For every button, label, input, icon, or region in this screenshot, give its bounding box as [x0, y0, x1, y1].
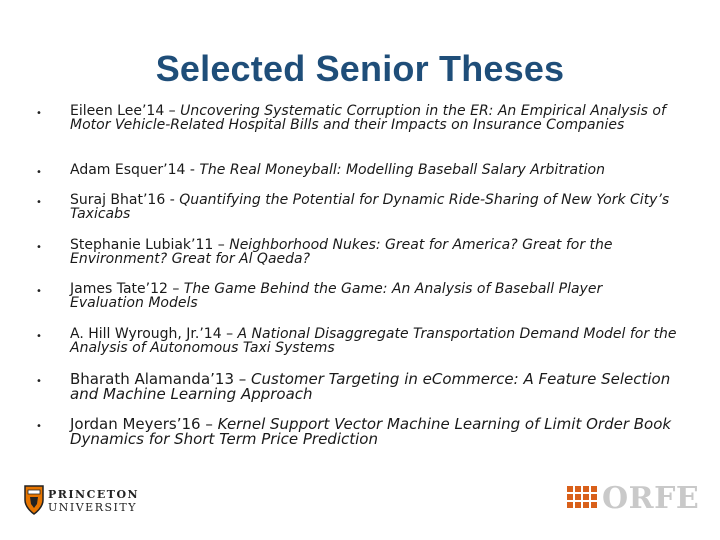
princeton-wordmark-top: PRINCETON: [48, 488, 140, 501]
bullet: •: [36, 242, 42, 253]
thesis-title: The Real Moneyball: Modelling Baseball Salary Arbitration: [199, 162, 605, 178]
princeton-wordmark-bottom: UNIVERSITY: [48, 501, 137, 514]
thesis-entry: [70, 282, 680, 310]
thesis-title: Quantifying the Potential for Dynamic Ride-Sharing of New York City’s Taxicabs: [70, 192, 670, 222]
thesis-title: Kernel Support Vector Machine Learning of Limit Order Book Dynamics for Short Term Price Prediction: [70, 415, 672, 448]
thesis-author: A. Hill Wyrough, Jr.’14 –: [70, 326, 238, 342]
thesis-author: Suraj Bhat’16 -: [70, 192, 180, 208]
bullet: •: [36, 197, 42, 208]
thesis-author: Stephanie Lubiak’11 –: [70, 237, 230, 253]
thesis-entry: [70, 238, 680, 266]
thesis-title: Customer Targeting in eCommerce: A Feature Selection and Machine Learning Approach: [70, 370, 671, 403]
thesis-entry: [70, 163, 680, 177]
thesis-author: Bharath Alamanda’13 –: [70, 370, 252, 388]
thesis-author: Adam Esquer’14 -: [70, 162, 200, 178]
thesis-title: Uncovering Systematic Corruption in the ER: An Empirical Analysis of Motor Vehicle-Related Hospital Bills and their Impacts on Insurance Companies: [70, 103, 666, 133]
thesis-title: The Game Behind the Game: An Analysis of Baseball Player Evaluation Models: [70, 281, 603, 311]
thesis-entry: [70, 104, 680, 132]
bullet: •: [36, 286, 42, 297]
orfe-logo: [567, 481, 700, 516]
thesis-entry: [70, 327, 680, 355]
bullet: •: [36, 108, 42, 119]
orfe-grid-icon: [567, 486, 597, 512]
thesis-entry: [70, 193, 680, 221]
thesis-title: A National Disaggregate Transportation Demand Model for the Analysis of Autonomous Taxi Systems: [70, 326, 677, 356]
bullet: •: [36, 376, 42, 387]
bullet: •: [36, 421, 42, 432]
thesis-entry: [70, 372, 680, 402]
thesis-author: James Tate’12 –: [70, 281, 184, 297]
bullet: •: [36, 167, 42, 178]
thesis-author: Jordan Meyers’16 –: [70, 415, 218, 433]
thesis-title: Neighborhood Nukes: Great for America? Great for the Environment? Great for Al Qaeda?: [70, 237, 613, 267]
bullet: •: [36, 331, 42, 342]
orfe-wordmark: ORFE: [602, 481, 700, 516]
thesis-author: Eileen Lee’14 –: [70, 103, 181, 119]
thesis-entry: [70, 417, 680, 447]
slide-title: Selected Senior Theses: [155, 48, 565, 89]
princeton-logo: [24, 484, 144, 520]
princeton-shield-icon: [24, 484, 44, 516]
